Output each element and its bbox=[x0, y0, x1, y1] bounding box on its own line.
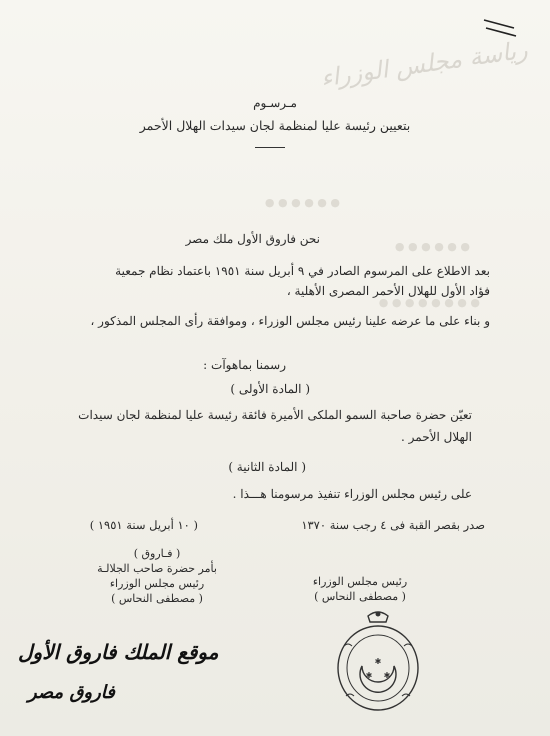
decree-heading: مـرسـوم bbox=[253, 96, 297, 110]
svg-text:✱: ✱ bbox=[374, 657, 382, 666]
preamble-line-1: بعد الاطلاع على المرسوم الصادر في ٩ أبريل سنة ١٩٥١ باعتماد نظام جمعية bbox=[115, 264, 490, 278]
svg-text:✱: ✱ bbox=[383, 671, 391, 680]
pm-name-left: ( مصطفى النحاس ) bbox=[111, 592, 203, 605]
pm-title-left: رئيس مجلس الوزراء bbox=[109, 577, 205, 590]
divider bbox=[255, 147, 285, 148]
preamble-line-3: و بناء على ما عرضه علينا رئيس مجلس الوزراء ، وموافقة رأى المجلس المذكور ، bbox=[90, 314, 490, 328]
issued-date-hijri: صدر بقصر القبة فى ٤ رجب سنة ١٣٧٠ bbox=[301, 518, 485, 532]
article-1-text-2: الهلال الأحمر . bbox=[401, 430, 472, 444]
king-signature: ( فـاروق ) bbox=[133, 547, 181, 560]
article-1-text-1: تعيّن حضرة صاحبة السمو الملكى الأميرة فائقة رئيسة عليا لمنظمة لجان سيدات bbox=[78, 408, 472, 422]
royal-seal-stamp bbox=[328, 606, 428, 716]
pm-title-right: رئيس مجلس الوزراء bbox=[312, 575, 408, 588]
pm-name-right: ( مصطفى النحاس ) bbox=[314, 590, 406, 603]
article-2-text: على رئيس مجلس الوزراء تنفيذ مرسومنا هـــذا . bbox=[232, 487, 472, 501]
signature-block-king bbox=[72, 546, 242, 606]
article-1-heading: ( المادة الأولى ) bbox=[230, 382, 310, 396]
letterhead-faint: رياسة مجلس الوزراء bbox=[319, 35, 530, 93]
watermark-caption-site: موقع الملك فاروق الأول bbox=[18, 640, 219, 664]
signature-block-pm bbox=[290, 574, 430, 604]
svg-text:✱: ✱ bbox=[365, 671, 373, 680]
opening-line: نحن فاروق الأول ملك مصر bbox=[185, 232, 320, 246]
bleed-through-text: ● ● ● ● ● ● bbox=[264, 196, 340, 209]
preamble-line-2: فؤاد الأول للهلال الأحمر المصرى الأهلية ، bbox=[286, 284, 490, 298]
bleed-through-text: ● ● ● ● ● ● ● ● bbox=[378, 296, 480, 309]
decreed-line: رسمنا بماهوآت : bbox=[203, 358, 286, 372]
decree-subject: بتعيين رئيسة عليا لمنظمة لجان سيدات الهلال الأحمر bbox=[139, 118, 411, 133]
king-order-line: بأمر حضرة صاحب الجلالـة bbox=[97, 562, 217, 575]
issued-date-gregorian: ( ١٠ أبريل سنة ١٩٥١ ) bbox=[89, 518, 198, 532]
bleed-through-text: ● ● ● ● ● ● bbox=[394, 240, 470, 253]
watermark-caption-name: فاروق مصر bbox=[28, 682, 115, 703]
article-2-heading: ( المادة الثانية ) bbox=[228, 460, 306, 474]
